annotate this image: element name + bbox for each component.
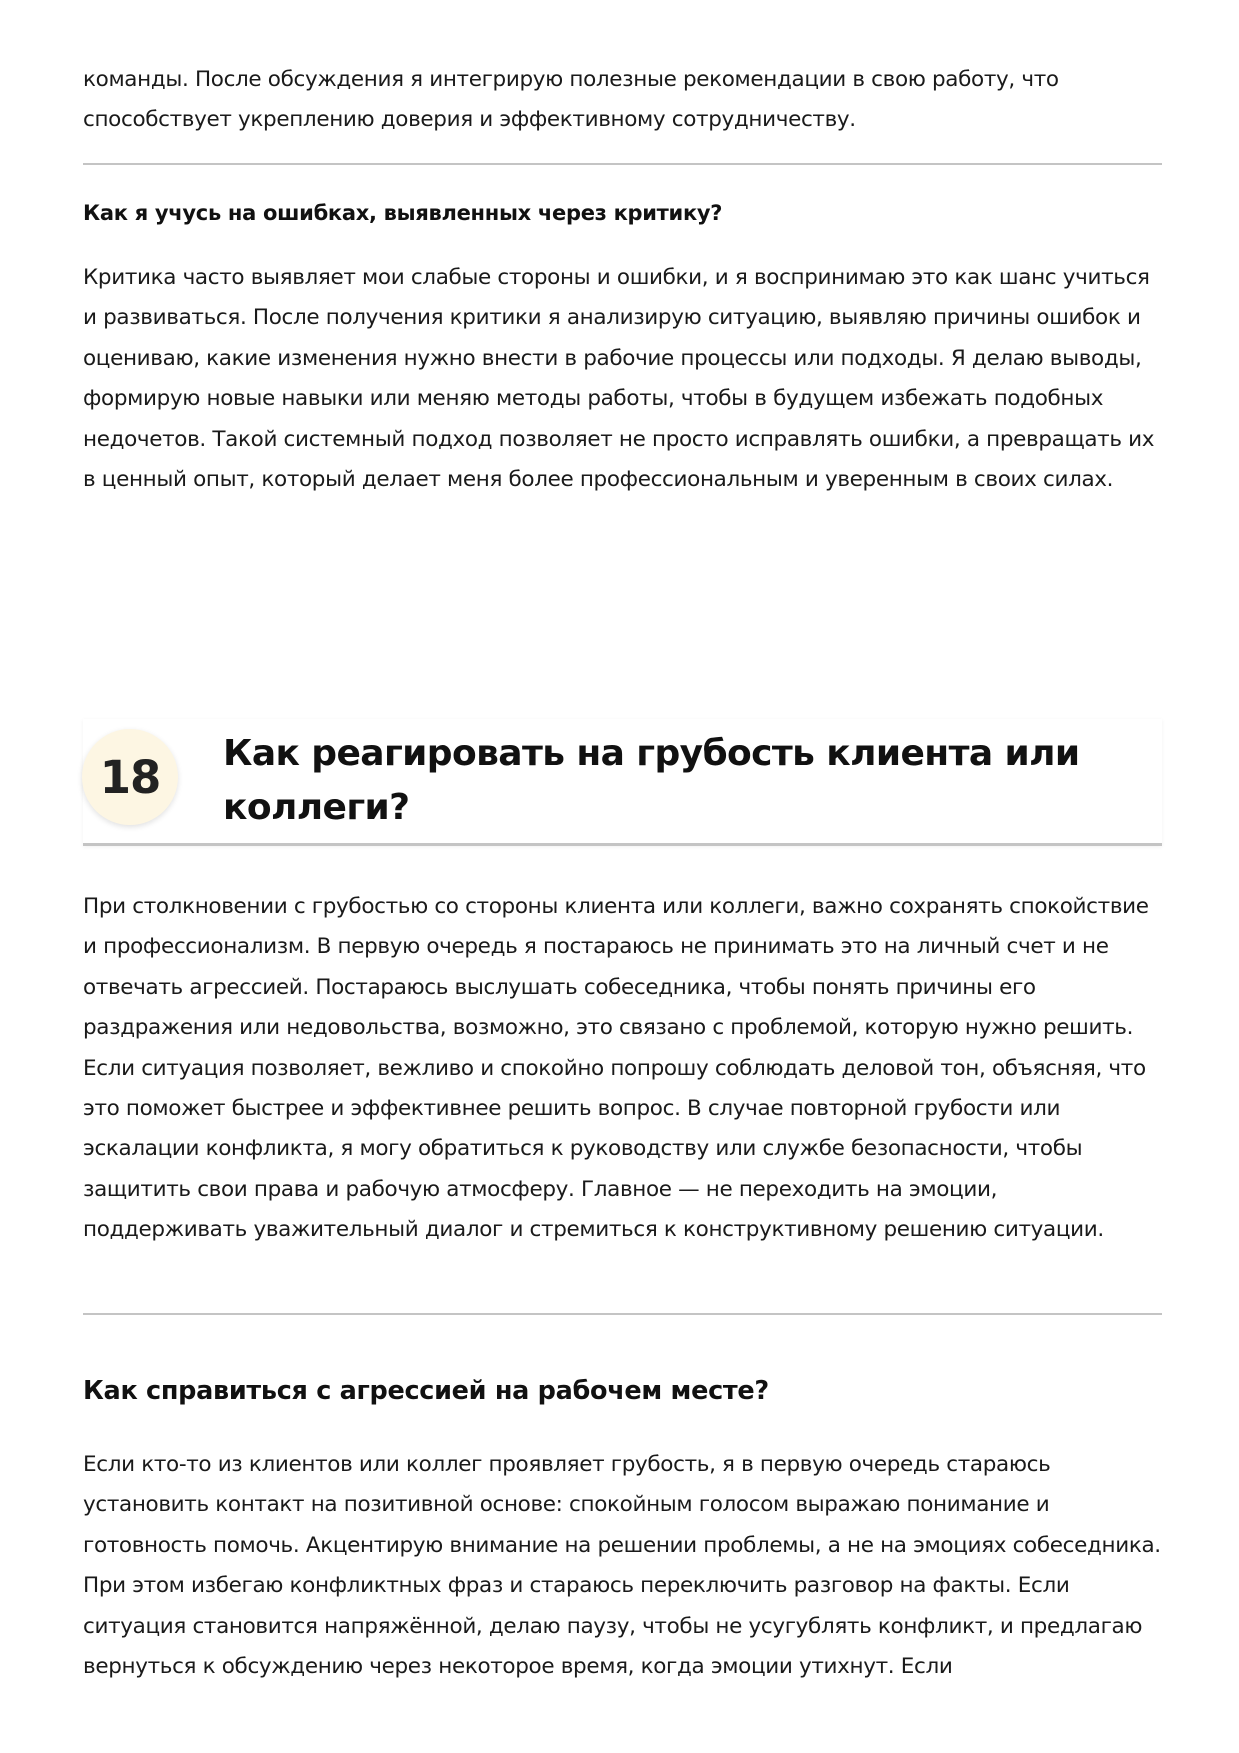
answer-paragraph-mistakes: Критика часто выявляет мои слабые стороны и ошибки, и я воспринимаю это как шанс учиться и развиваться. После получения критики я анализирую ситуацию, выявляю причины ошибок и оцениваю, какие изменения нужно внести в рабочие процессы или подходы. Я делаю выводы, формирую новые навыки или меняю методы работы, чтобы в будущем избежать подобных недочетов. Такой системный подход позволяет не просто исправлять ошибки, а превращать их в ценный опыт, который делает меня более профессиональным и уверенным в своих силах. (83, 265, 1155, 493)
divider (83, 163, 1162, 165)
question-heading-aggression: Как справиться с агрессией на рабочем месте? (83, 1376, 769, 1406)
divider (83, 1313, 1162, 1315)
question-heading-mistakes: Как я учусь на ошибках, выявленных через критику? (83, 201, 723, 225)
answer-paragraph-rudeness: При столкновении с грубостью со стороны клиента или коллеги, важно сохранять спокойствие и профессионализм. В первую очередь я постараюсь не принимать это на личный счет и не отвечать агрессией. Постараюсь выслушать собеседника, чтобы понять причины его раздражения или недовольства, возможно, это связано с проблемой, которую нужно решить. Если ситуация позволяет, вежливо и спокойно попрошу соблюдать деловой тон, объясняя, что это поможет быстрее и эффективнее решить вопрос. В случае повторной грубости или эскалации конфликта, я могу обратиться к руководству или службе безопасности, чтобы защитить свои права и рабочую атмосферу. Главное — не переходить на эмоции, поддерживать уважительный диалог и стремиться к конструктивному решению ситуации. (83, 894, 1149, 1243)
continuation-paragraph: команды. После обсуждения я интегрирую полезные рекомендации в свою работу, что способствует укреплению доверия и эффективному сотрудничеству. (83, 67, 1059, 133)
section-number-badge: 18 (82, 729, 178, 825)
section-title: Как реагировать на грубость клиента или коллеги? (223, 733, 1080, 828)
section-header-18 (83, 719, 1162, 846)
answer-paragraph-aggression: Если кто-то из клиентов или коллег проявляет грубость, я в первую очередь стараюсь установить контакт на позитивной основе: спокойным голосом выражаю понимание и готовность помочь. Акцентирую внимание на решении проблемы, а не на эмоциях собеседника. При этом избегаю конфликтных фраз и стараюсь переключить разговор на факты. Если ситуация становится напряжённой, делаю паузу, чтобы не усугублять конфликт, и предлагаю вернуться к обсуждению через некоторое время, когда эмоции утихнут. Если (83, 1452, 1161, 1680)
